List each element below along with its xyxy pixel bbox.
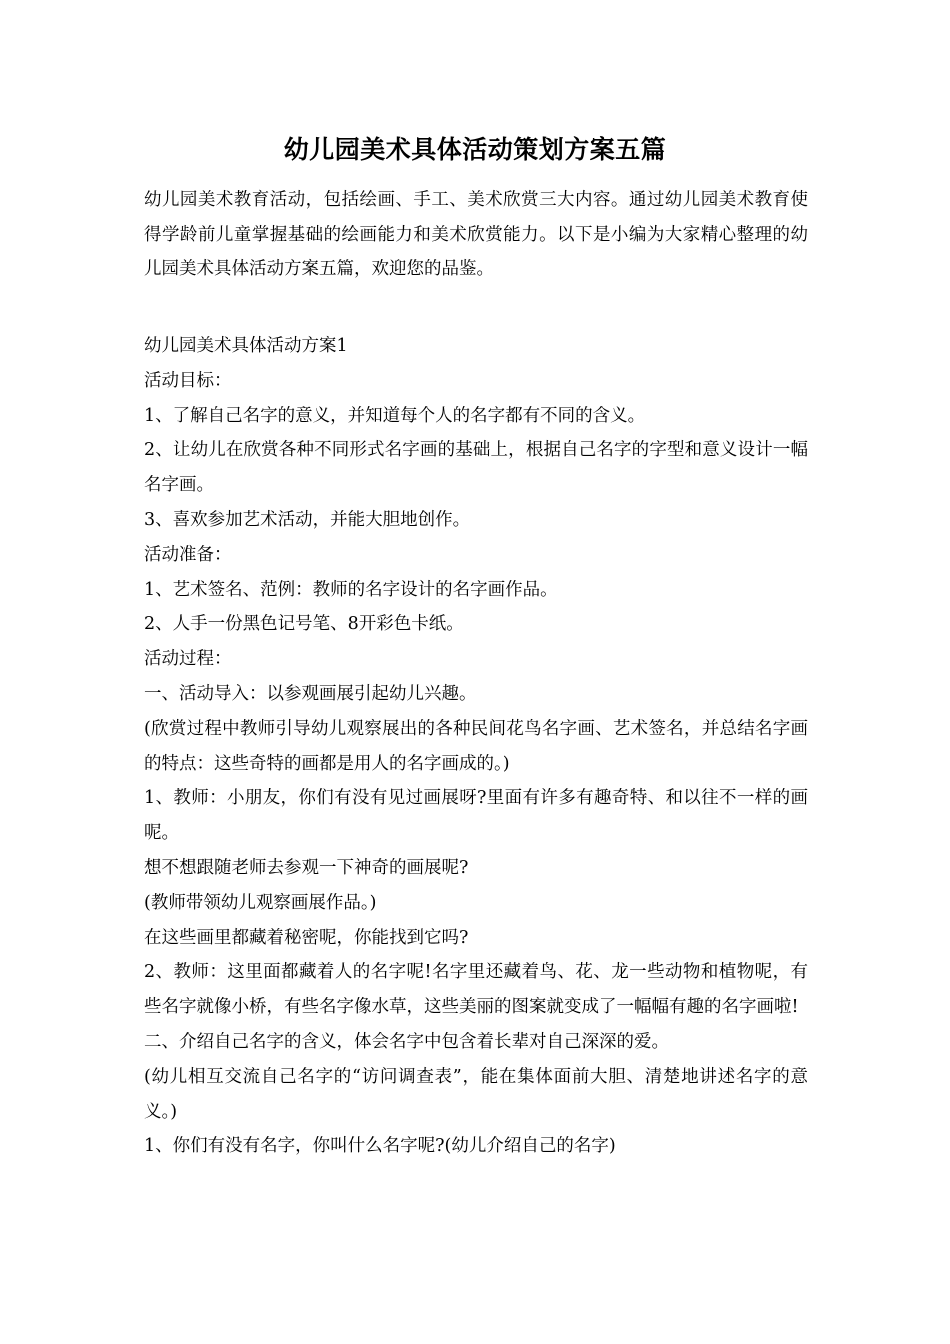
body-paragraph: (欣赏过程中教师引导幼儿观察展出的各种民间花鸟名字画、艺术签名，并总结名字画的特点：这些奇特的画都是用人的名字画成的。) xyxy=(144,718,808,774)
body-paragraph: 1、教师：小朋友，你们有没有见过画展呀?里面有许多有趣奇特、和以往不一样的画呢。 xyxy=(144,788,808,844)
body-paragraph: 1、艺术签名、范例：教师的名字设计的名字画作品。 xyxy=(144,579,558,600)
body-paragraph: 1、你们有没有名字，你叫什么名字呢?(幼儿介绍自己的名字) xyxy=(144,1136,616,1157)
body-paragraph: 2、人手一份黑色记号笔、8开彩色卡纸。 xyxy=(144,614,464,635)
intro-paragraph: 幼儿园美术教育活动，包括绘画、手工、美术欣赏三大内容。通过幼儿园美术教育使得学龄前儿童掌握基础的绘画能力和美术欣赏能力。以下是小编为大家精心整理的幼儿园美术具体活动方案五篇，欢迎您的品鉴。 xyxy=(144,190,808,279)
body-paragraph: 想不想跟随老师去参观一下神奇的画展呢? xyxy=(144,857,469,878)
body-paragraph: 3、喜欢参加艺术活动，并能大胆地创作。 xyxy=(144,509,471,530)
body-paragraph: (教师带领幼儿观察画展作品。) xyxy=(144,892,377,913)
body-paragraph: 二、介绍自己名字的含义，体会名字中包含着长辈对自己深深的爱。 xyxy=(144,1031,669,1052)
document-title: 幼儿园美术具体活动策划方案五篇 xyxy=(283,135,667,164)
subheading-process: 活动过程： xyxy=(144,649,232,670)
subheading-preparation: 活动准备： xyxy=(144,544,232,565)
body-paragraph: 1、了解自己名字的意义，并知道每个人的名字都有不同的含义。 xyxy=(144,405,646,426)
body-paragraph: 一、活动导入：以参观画展引起幼儿兴趣。 xyxy=(144,683,477,704)
body-paragraph: (幼儿相互交流自己名字的“访问调查表”，能在集体面前大胆、清楚地讲述名字的意义。) xyxy=(144,1066,808,1122)
document-body xyxy=(144,329,808,1164)
subheading-goals: 活动目标： xyxy=(144,370,232,391)
body-paragraph: 在这些画里都藏着秘密呢，你能找到它吗? xyxy=(144,927,469,948)
section-heading: 幼儿园美术具体活动方案1 xyxy=(144,336,348,356)
body-paragraph: 2、教师：这里面都藏着人的名字呢!名字里还藏着鸟、花、龙一些动物和植物呢，有些名字就像小桥，有些名字像水草，这些美丽的图案就变成了一幅幅有趣的名字画啦! xyxy=(144,962,808,1018)
body-paragraph: 2、让幼儿在欣赏各种不同形式名字画的基础上，根据自己名字的字型和意义设计一幅名字画。 xyxy=(144,440,808,496)
